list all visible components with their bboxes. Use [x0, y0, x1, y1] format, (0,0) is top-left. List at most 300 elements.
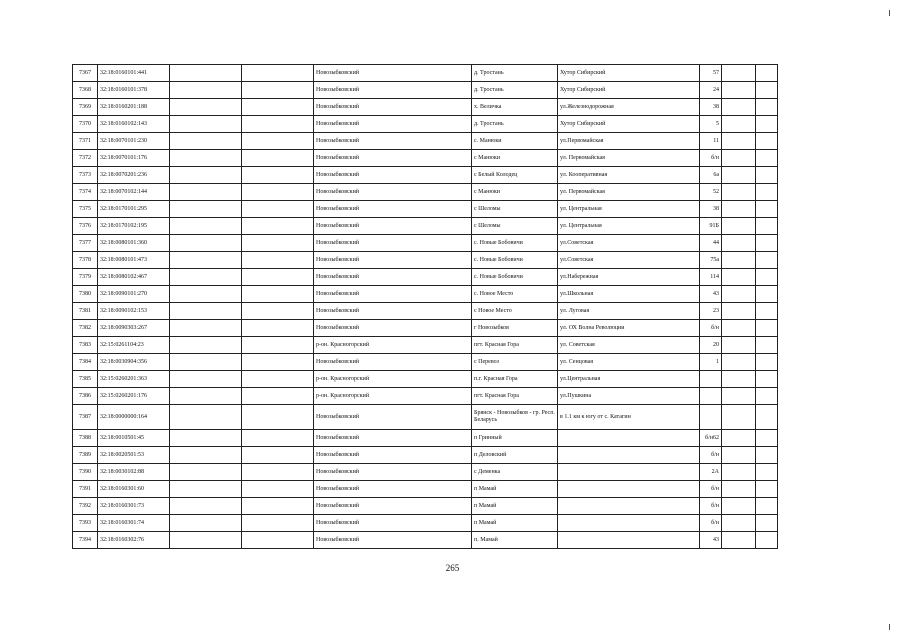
cell-house-number: б/н62	[700, 430, 722, 447]
cell-street	[558, 447, 700, 464]
table-row	[73, 133, 778, 150]
cell-street: ул. ОХ Волна Революции	[558, 320, 700, 337]
cell-settlement: пгт. Красная Гора	[472, 388, 558, 405]
cell-house-number: б/н	[700, 320, 722, 337]
cell-cadastral-number: 32:18:0070101:230	[98, 133, 170, 150]
cell-cadastral-number: 32:18:0080101:360	[98, 235, 170, 252]
cell-empty	[242, 303, 314, 320]
cell-empty	[756, 388, 778, 405]
cell-street: ул.Советская	[558, 235, 700, 252]
cell-empty	[242, 371, 314, 388]
cell-cadastral-number: 32:18:0010501:45	[98, 430, 170, 447]
cell-settlement: п Гринный	[472, 430, 558, 447]
cell-empty	[242, 150, 314, 167]
cell-empty	[756, 320, 778, 337]
cell-street: ул. Первомайская	[558, 184, 700, 201]
cell-empty	[756, 150, 778, 167]
cell-district: Новозыбковский	[314, 447, 472, 464]
cell-cadastral-number: 32:18:0160301:74	[98, 515, 170, 532]
cell-cadastral-number: 32:18:0090101:270	[98, 286, 170, 303]
cell-district: Новозыбковский	[314, 184, 472, 201]
cell-empty	[722, 150, 756, 167]
cell-house-number: 75а	[700, 252, 722, 269]
cell-district: Новозыбковский	[314, 116, 472, 133]
table-row	[73, 337, 778, 354]
cell-row-number: 7373	[73, 167, 98, 184]
cell-empty	[170, 388, 242, 405]
cell-district: Новозыбковский	[314, 150, 472, 167]
cell-house-number	[700, 388, 722, 405]
table-row	[73, 235, 778, 252]
cell-cadastral-number: 32:18:0160301:73	[98, 498, 170, 515]
cell-district: р-он. Красногорский	[314, 337, 472, 354]
cell-empty	[170, 303, 242, 320]
cell-empty	[756, 481, 778, 498]
cell-settlement: с. Новое Место	[472, 286, 558, 303]
cell-empty	[242, 481, 314, 498]
cell-row-number: 7372	[73, 150, 98, 167]
table-row	[73, 218, 778, 235]
cell-cadastral-number: 32:18:0070201:236	[98, 167, 170, 184]
table-row	[73, 388, 778, 405]
cell-street: ул.Советская	[558, 252, 700, 269]
cell-settlement: с Новое Место	[472, 303, 558, 320]
cell-row-number: 7369	[73, 99, 98, 116]
cell-empty	[242, 82, 314, 99]
cell-house-number: б/н	[700, 515, 722, 532]
cell-settlement: п Мамай	[472, 481, 558, 498]
table-row	[73, 184, 778, 201]
cell-empty	[756, 133, 778, 150]
cell-settlement: с Белый Колодец	[472, 167, 558, 184]
cell-district: Новозыбковский	[314, 99, 472, 116]
cell-house-number: 91Б	[700, 218, 722, 235]
cell-row-number: 7383	[73, 337, 98, 354]
cell-house-number: 43	[700, 532, 722, 549]
cell-street	[558, 430, 700, 447]
cell-settlement: пгт. Красная Гора	[472, 337, 558, 354]
cell-district: Новозыбковский	[314, 405, 472, 430]
cell-row-number: 7371	[73, 133, 98, 150]
table-row	[73, 252, 778, 269]
cell-empty	[170, 320, 242, 337]
cell-empty	[170, 447, 242, 464]
cell-empty	[242, 532, 314, 549]
cell-district: Новозыбковский	[314, 252, 472, 269]
cell-district: р-он. Красногорский	[314, 371, 472, 388]
cell-district: Новозыбковский	[314, 464, 472, 481]
cell-row-number: 7386	[73, 388, 98, 405]
cell-cadastral-number: 32:18:0160101:441	[98, 65, 170, 82]
cell-cadastral-number: 32:18:0170101:295	[98, 201, 170, 218]
cell-street	[558, 464, 700, 481]
table-row	[73, 405, 778, 430]
cell-district: Новозыбковский	[314, 303, 472, 320]
cell-settlement: с. Новые Бобовичи	[472, 252, 558, 269]
cell-settlement: с. Манюки	[472, 133, 558, 150]
cell-empty	[242, 320, 314, 337]
cell-house-number: 1	[700, 354, 722, 371]
cell-empty	[170, 99, 242, 116]
cell-empty	[170, 116, 242, 133]
cell-cadastral-number: 32:18:0080102:467	[98, 269, 170, 286]
cell-cadastral-number: 32:18:0090303:267	[98, 320, 170, 337]
cell-empty	[756, 235, 778, 252]
cell-empty	[722, 201, 756, 218]
register-rows	[73, 65, 778, 549]
cell-empty	[756, 532, 778, 549]
cell-empty	[242, 167, 314, 184]
cell-house-number: 2А	[700, 464, 722, 481]
table-row	[73, 303, 778, 320]
cell-empty	[242, 464, 314, 481]
cell-house-number: 20	[700, 337, 722, 354]
page-number: 265	[445, 563, 460, 573]
table-row	[73, 464, 778, 481]
cell-empty	[170, 481, 242, 498]
cell-row-number: 7380	[73, 286, 98, 303]
cell-empty	[756, 65, 778, 82]
cell-settlement: п Мамай	[472, 515, 558, 532]
cell-empty	[756, 116, 778, 133]
cell-street: ул. Кооперативная	[558, 167, 700, 184]
cell-cadastral-number: 32:18:0030904:356	[98, 354, 170, 371]
cell-empty	[170, 82, 242, 99]
cell-empty	[170, 235, 242, 252]
cell-empty	[722, 481, 756, 498]
cell-house-number	[700, 371, 722, 388]
cell-district: Новозыбковский	[314, 133, 472, 150]
cell-row-number: 7378	[73, 252, 98, 269]
cell-house-number: 57	[700, 65, 722, 82]
cell-empty	[242, 515, 314, 532]
cell-district: Новозыбковский	[314, 218, 472, 235]
cell-settlement: п Деловский	[472, 447, 558, 464]
cell-empty	[756, 337, 778, 354]
table-row	[73, 532, 778, 549]
cell-street: ул. Центральная	[558, 218, 700, 235]
cell-empty	[242, 405, 314, 430]
cell-settlement: д. Тростань	[472, 116, 558, 133]
cell-empty	[722, 430, 756, 447]
cell-empty	[722, 286, 756, 303]
cell-district: Новозыбковский	[314, 515, 472, 532]
cell-empty	[722, 354, 756, 371]
cell-empty	[242, 269, 314, 286]
cell-empty	[242, 184, 314, 201]
cell-cadastral-number: 32:18:0020501:53	[98, 447, 170, 464]
cell-empty	[170, 150, 242, 167]
cell-row-number: 7382	[73, 320, 98, 337]
cell-district: Новозыбковский	[314, 286, 472, 303]
cell-empty	[722, 235, 756, 252]
cell-settlement: с Манюки	[472, 184, 558, 201]
cell-empty	[170, 498, 242, 515]
cell-row-number: 7389	[73, 447, 98, 464]
cell-empty	[756, 405, 778, 430]
cell-empty	[242, 286, 314, 303]
cell-cadastral-number: 32:15:0260201:363	[98, 371, 170, 388]
cell-empty	[242, 133, 314, 150]
cell-cadastral-number: 32:18:0160302:76	[98, 532, 170, 549]
cell-settlement: с. Новые Бобовичи	[472, 235, 558, 252]
cell-house-number: 24	[700, 82, 722, 99]
cell-district: Новозыбковский	[314, 320, 472, 337]
cell-settlement: с Шеломы	[472, 201, 558, 218]
cell-empty	[722, 337, 756, 354]
cell-house-number: б/н	[700, 447, 722, 464]
cell-row-number: 7388	[73, 430, 98, 447]
cell-empty	[170, 371, 242, 388]
cell-row-number: 7367	[73, 65, 98, 82]
cell-settlement: п Мамай	[472, 498, 558, 515]
cell-street: ул.Первомайская	[558, 133, 700, 150]
cell-street: в 1.1 км к югу от с. Катагин	[558, 405, 700, 430]
cell-row-number: 7391	[73, 481, 98, 498]
cell-cadastral-number: 32:18:0000000:164	[98, 405, 170, 430]
cell-empty	[242, 498, 314, 515]
cell-street: ул.Центральная	[558, 371, 700, 388]
cell-empty	[756, 184, 778, 201]
cell-empty	[242, 65, 314, 82]
cell-cadastral-number: 32:18:0080101:473	[98, 252, 170, 269]
cell-row-number: 7385	[73, 371, 98, 388]
margin-tick-bottom	[889, 624, 890, 630]
cell-empty	[242, 116, 314, 133]
table-row	[73, 515, 778, 532]
cell-row-number: 7387	[73, 405, 98, 430]
cell-street: ул. Луговая	[558, 303, 700, 320]
cell-empty	[170, 252, 242, 269]
table-row	[73, 430, 778, 447]
cell-cadastral-number: 32:18:0030102:88	[98, 464, 170, 481]
cell-empty	[170, 464, 242, 481]
cell-empty	[722, 167, 756, 184]
cell-street: ул. Первомайская	[558, 150, 700, 167]
cell-empty	[722, 116, 756, 133]
cell-cadastral-number: 32:18:0160101:378	[98, 82, 170, 99]
table-row	[73, 498, 778, 515]
cell-empty	[722, 371, 756, 388]
cell-district: Новозыбковский	[314, 354, 472, 371]
cell-house-number: 43	[700, 286, 722, 303]
cell-settlement: с. Новые Бобовичи	[472, 269, 558, 286]
cell-cadastral-number: 32:18:0090102:153	[98, 303, 170, 320]
cell-empty	[756, 371, 778, 388]
cell-empty	[756, 303, 778, 320]
cell-district: Новозыбковский	[314, 82, 472, 99]
cell-empty	[756, 447, 778, 464]
cell-empty	[170, 65, 242, 82]
cell-empty	[722, 498, 756, 515]
cell-settlement: г Новозыбков	[472, 320, 558, 337]
cell-empty	[170, 337, 242, 354]
cell-house-number: б/н	[700, 150, 722, 167]
cell-district: Новозыбковский	[314, 430, 472, 447]
cell-empty	[756, 167, 778, 184]
cell-house-number: 6а	[700, 167, 722, 184]
cell-row-number: 7376	[73, 218, 98, 235]
cell-row-number: 7374	[73, 184, 98, 201]
cell-settlement: с Шеломы	[472, 218, 558, 235]
cell-street: Хутор Сибирский	[558, 65, 700, 82]
cell-row-number: 7392	[73, 498, 98, 515]
cell-empty	[170, 286, 242, 303]
table-row	[73, 269, 778, 286]
cell-empty	[756, 286, 778, 303]
cell-row-number: 7384	[73, 354, 98, 371]
cell-district: Новозыбковский	[314, 269, 472, 286]
cell-empty	[722, 184, 756, 201]
cell-empty	[242, 252, 314, 269]
cell-empty	[170, 133, 242, 150]
cell-empty	[170, 405, 242, 430]
cell-street: ул.Школьная	[558, 286, 700, 303]
table-row	[73, 167, 778, 184]
cell-street: ул.Пушкина	[558, 388, 700, 405]
cell-empty	[756, 201, 778, 218]
cell-row-number: 7381	[73, 303, 98, 320]
cell-street: ул. Центральная	[558, 201, 700, 218]
cell-settlement: п.г. Красная Гора	[472, 371, 558, 388]
table-row	[73, 99, 778, 116]
cell-settlement: с Деменка	[472, 464, 558, 481]
cell-empty	[242, 235, 314, 252]
table-row	[73, 201, 778, 218]
cell-empty	[242, 354, 314, 371]
cell-street: Хутор Сибирский	[558, 116, 700, 133]
cell-house-number: 52	[700, 184, 722, 201]
cell-settlement: д. Тростань	[472, 65, 558, 82]
cell-empty	[756, 515, 778, 532]
cell-settlement: Брянск - Новозыбков - гр. Респ. Беларусь	[472, 405, 558, 430]
table-row	[73, 320, 778, 337]
table-row	[73, 371, 778, 388]
cell-empty	[722, 82, 756, 99]
cell-empty	[170, 184, 242, 201]
table-row	[73, 150, 778, 167]
cell-empty	[170, 269, 242, 286]
cell-empty	[722, 269, 756, 286]
cell-empty	[756, 82, 778, 99]
cell-street: ул. Сенцовая	[558, 354, 700, 371]
cell-empty	[722, 405, 756, 430]
cell-house-number: 114	[700, 269, 722, 286]
cell-row-number: 7394	[73, 532, 98, 549]
cell-house-number: 44	[700, 235, 722, 252]
cell-settlement: с Манюки	[472, 150, 558, 167]
cell-empty	[170, 201, 242, 218]
cell-cadastral-number: 32:18:0160201:188	[98, 99, 170, 116]
cell-empty	[756, 99, 778, 116]
cell-cadastral-number: 32:18:0170102:195	[98, 218, 170, 235]
table-row	[73, 481, 778, 498]
cell-street: ул. Советская	[558, 337, 700, 354]
cell-empty	[722, 464, 756, 481]
cell-row-number: 7393	[73, 515, 98, 532]
table-row	[73, 82, 778, 99]
cell-settlement: с Перевоз	[472, 354, 558, 371]
cell-street	[558, 481, 700, 498]
cell-empty	[722, 218, 756, 235]
cell-empty	[722, 388, 756, 405]
cell-district: Новозыбковский	[314, 201, 472, 218]
cell-empty	[242, 201, 314, 218]
cell-district: Новозыбковский	[314, 498, 472, 515]
cell-cadastral-number: 32:18:0070102:144	[98, 184, 170, 201]
cell-cadastral-number: 32:15:0261104:23	[98, 337, 170, 354]
cell-row-number: 7375	[73, 201, 98, 218]
cell-cadastral-number: 32:15:0260201:176	[98, 388, 170, 405]
register-table	[72, 64, 778, 549]
cell-empty	[242, 99, 314, 116]
cell-row-number: 7368	[73, 82, 98, 99]
cell-house-number: 38	[700, 201, 722, 218]
cell-empty	[722, 532, 756, 549]
cell-street	[558, 498, 700, 515]
cell-empty	[756, 354, 778, 371]
cell-empty	[170, 430, 242, 447]
cell-empty	[756, 218, 778, 235]
cell-district: р-он. Красногорский	[314, 388, 472, 405]
table-row	[73, 286, 778, 303]
cell-empty	[170, 532, 242, 549]
cell-street	[558, 532, 700, 549]
cell-empty	[756, 498, 778, 515]
cell-empty	[722, 320, 756, 337]
cell-empty	[722, 303, 756, 320]
table-row	[73, 65, 778, 82]
table-row	[73, 354, 778, 371]
cell-cadastral-number: 32:18:0070101:176	[98, 150, 170, 167]
cell-house-number	[700, 405, 722, 430]
cell-settlement: д. Тростань	[472, 82, 558, 99]
cell-settlement: х. Величка	[472, 99, 558, 116]
cell-district: Новозыбковский	[314, 481, 472, 498]
cell-house-number: б/н	[700, 498, 722, 515]
cell-empty	[722, 252, 756, 269]
cell-house-number: 11	[700, 133, 722, 150]
cell-empty	[242, 337, 314, 354]
cell-district: Новозыбковский	[314, 532, 472, 549]
cell-empty	[756, 464, 778, 481]
cell-row-number: 7377	[73, 235, 98, 252]
cell-empty	[722, 133, 756, 150]
cell-district: Новозыбковский	[314, 167, 472, 184]
cell-empty	[242, 218, 314, 235]
cell-district: Новозыбковский	[314, 65, 472, 82]
cell-empty	[170, 218, 242, 235]
cell-street: ул.Железнодорожная	[558, 99, 700, 116]
cell-empty	[722, 99, 756, 116]
cell-empty	[722, 447, 756, 464]
cell-house-number: 23	[700, 303, 722, 320]
cell-street	[558, 515, 700, 532]
cell-row-number: 7379	[73, 269, 98, 286]
cell-house-number: б/н	[700, 481, 722, 498]
table-row	[73, 116, 778, 133]
cell-empty	[242, 388, 314, 405]
cell-empty	[242, 447, 314, 464]
cell-settlement: п. Мамай	[472, 532, 558, 549]
cell-house-number: 5	[700, 116, 722, 133]
cell-cadastral-number: 32:18:0160102:143	[98, 116, 170, 133]
cell-row-number: 7390	[73, 464, 98, 481]
margin-tick-top	[889, 10, 890, 16]
cell-street: Хутор Сибирский	[558, 82, 700, 99]
cell-empty	[170, 167, 242, 184]
cell-cadastral-number: 32:18:0160301:60	[98, 481, 170, 498]
